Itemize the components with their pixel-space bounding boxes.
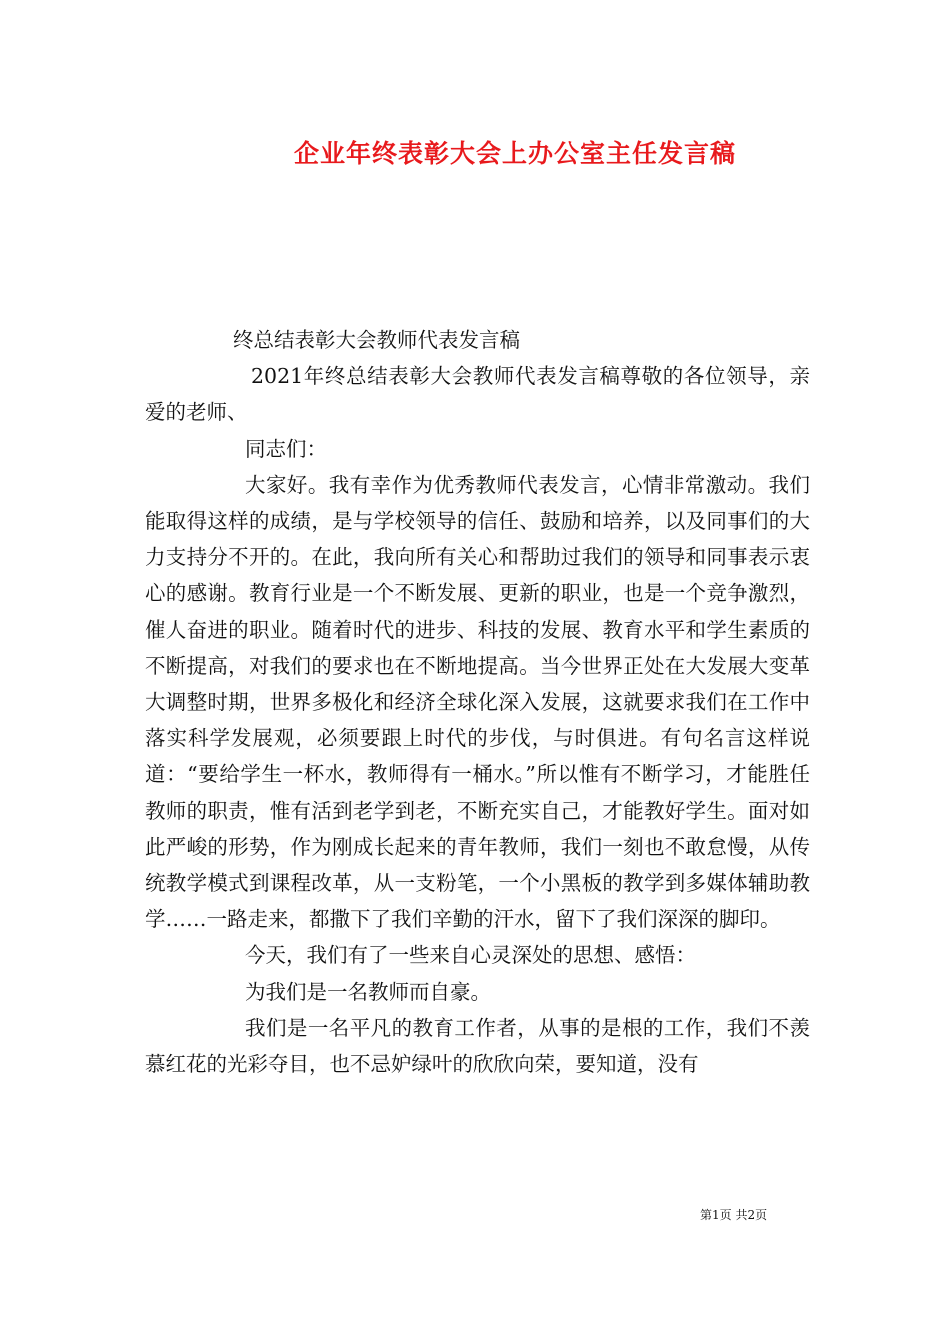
paragraph-pride: 为我们是一名教师而自豪。 <box>245 979 491 1004</box>
paragraph-thoughts: 今天，我们有了一些来自心灵深处的思想、感悟： <box>245 943 696 968</box>
document-body <box>145 322 810 1082</box>
document-title: 企业年终表彰大会上办公室主任发言稿 <box>293 139 736 168</box>
paragraph-intro: 2021年终总结表彰大会教师代表发言稿尊敬的各位领导，亲爱的老师、 <box>145 364 810 425</box>
paragraph-main: 大家好。我有幸作为优秀教师代表发言，心情非常激动。我们能取得这样的成绩，是与学校领导的信任、鼓励和培养，以及同事们的大力支持分不开的。在此，我向所有关心和帮助过我们的领导和同事表示衷心的感谢。教育行业是一个不断发展、更新的职业，也是一个竞争激烈，催人奋进的职业。随着时代的进步、科技的发展、教育水平和学生素质的不断提高，对我们的要求也在不断地提高。当今世界正处在大发展大变革大调整时期，世界多极化和经济全球化深入发展，这就要求我们在工作中落实科学发展观，必须要跟上时代的步伐，与时俱进。有句名言这样说道：“要给学生一杯水，教师得有一桶水。”所以惟有不断学习，才能胜任教师的职责，惟有活到老学到老，不断充实自己，才能教好学生。面对如此严峻的形势，作为刚成长起来的青年教师，我们一刻也不敢怠慢，从传统教学模式到课程改革，从一支粉笔，一个小黑板的教学到多媒体辅助教学……一路走来，都撒下了我们辛勤的汗水，留下了我们深深的脚印。 <box>145 472 810 932</box>
page-number: 第1页 共2页 <box>700 1208 768 1222</box>
paragraph-roots: 我们是一名平凡的教育工作者，从事的是根的工作，我们不羡慕红花的光彩夺目，也不忌妒绿叶的欣欣向荣，要知道，没有 <box>145 1015 810 1077</box>
paragraph-greeting: 同志们： <box>245 436 327 461</box>
paragraph-subtitle: 终总结表彰大会教师代表发言稿 <box>233 328 520 352</box>
